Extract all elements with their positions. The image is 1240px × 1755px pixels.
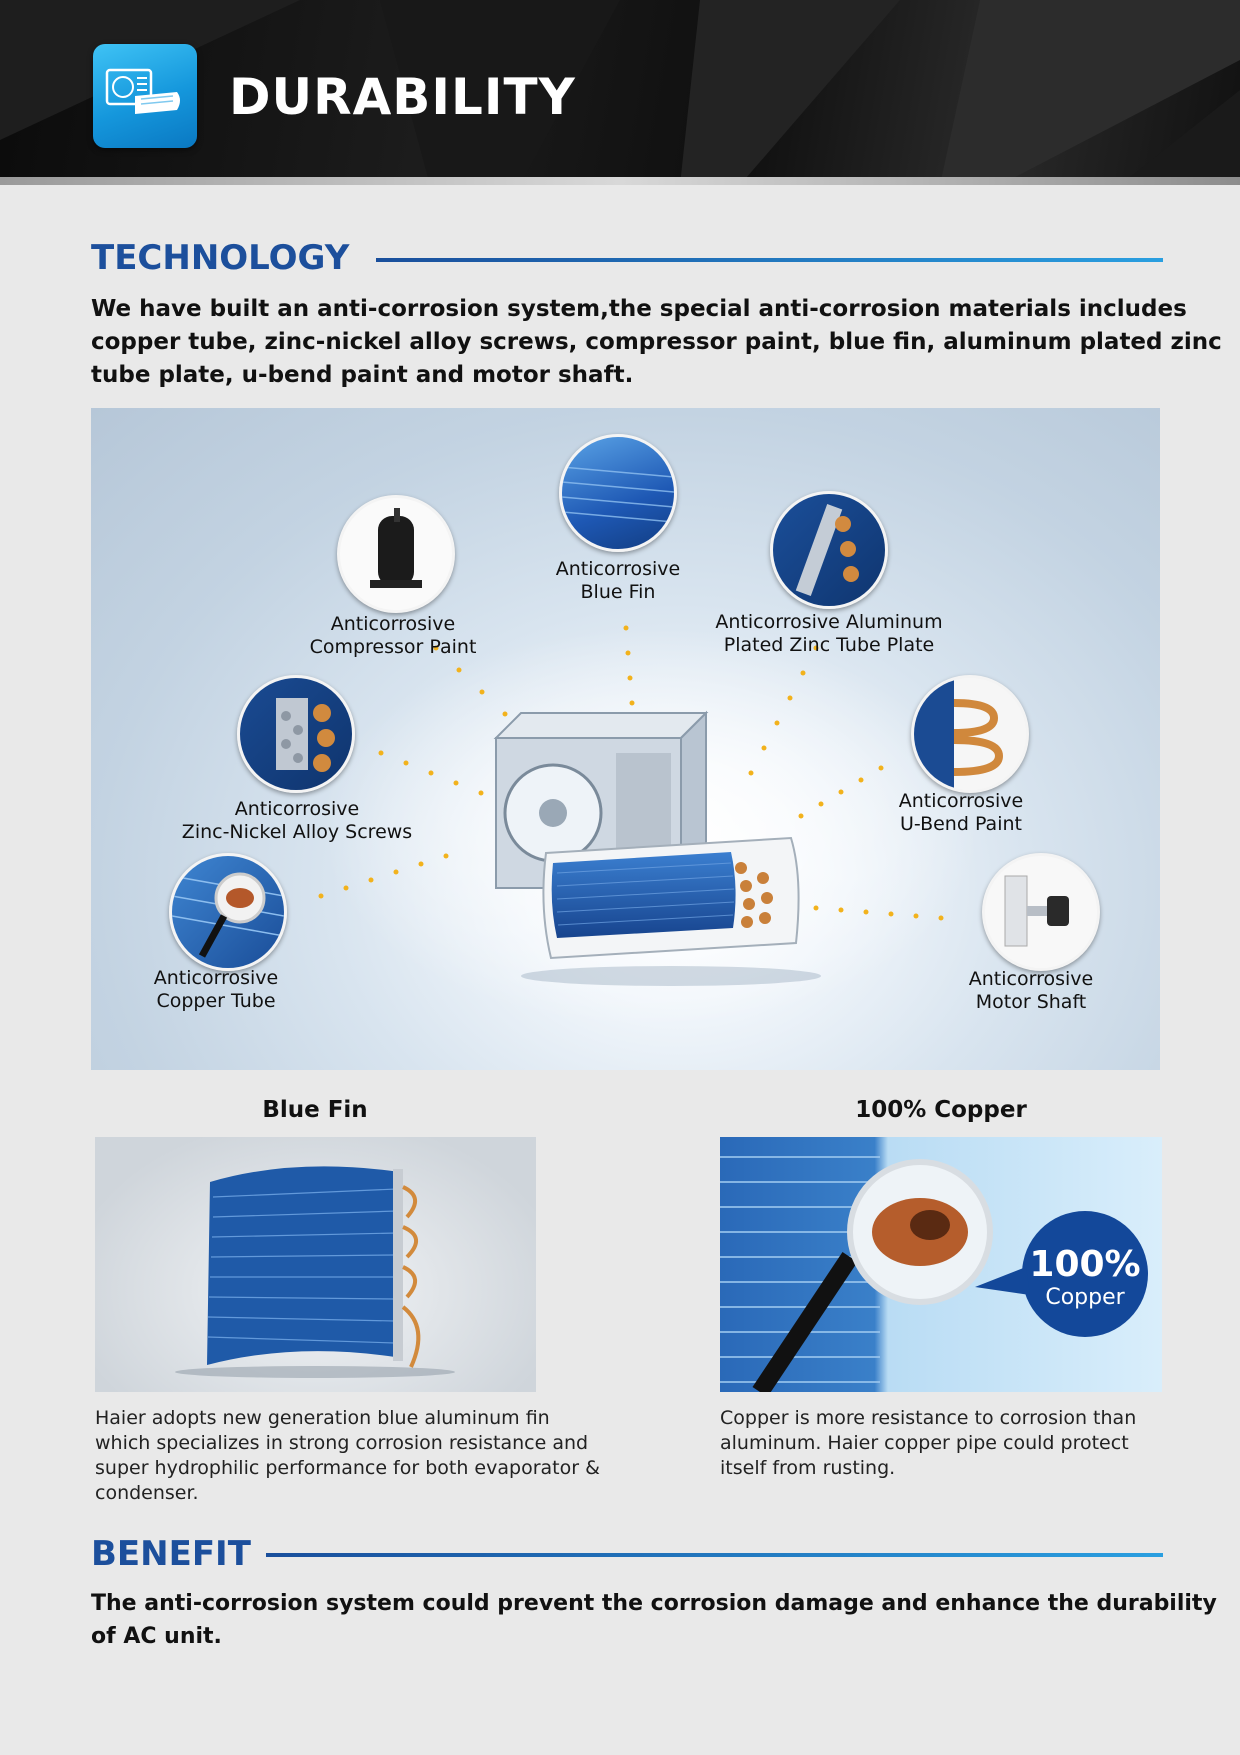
motor-shaft-thumbnail [982, 853, 1100, 971]
technology-line-1: We have built an anti-corrosion system,the special anti-corrosion materials includes [91, 296, 1187, 322]
air-conditioner-icon [93, 44, 197, 148]
benefit-line-2: of AC unit. [91, 1624, 222, 1649]
label-zinc-nickel-screws: Anticorrosive Zinc-Nickel Alloy Screws [181, 798, 413, 843]
blue-fin-desc-3: super hydrophilic performance for both evaporator & [95, 1457, 600, 1479]
copper-badge-label: Copper [1045, 1285, 1125, 1310]
header-strip [0, 177, 1240, 185]
blue-fin-image [95, 1137, 536, 1392]
compressor-thumbnail [337, 495, 455, 613]
blue-fin-desc-4: condenser. [95, 1482, 199, 1504]
blue-fin-desc-1: Haier adopts new generation blue aluminum fin [95, 1407, 550, 1429]
benefit-heading: BENEFIT [91, 1534, 251, 1574]
label-motor-shaft: Anticorrosive Motor Shaft [968, 968, 1094, 1013]
tube-plate-thumbnail [770, 491, 888, 609]
label-u-bend-paint: Anticorrosive U-Bend Paint [898, 790, 1024, 835]
label-blue-fin: Anticorrosive Blue Fin [555, 558, 681, 603]
label-compressor-paint: Anticorrosive Compressor Paint [309, 613, 477, 658]
copper-desc-3: itself from rusting. [720, 1457, 896, 1479]
copper-badge-value: 100% [1029, 1244, 1141, 1285]
header-banner [0, 0, 1240, 185]
technology-divider [376, 258, 1163, 262]
copper-title: 100% Copper [855, 1097, 1027, 1123]
copper-tube-thumbnail [169, 853, 287, 971]
label-tube-plate: Anticorrosive Aluminum Plated Zinc Tube Plate [715, 611, 943, 656]
technology-line-3: tube plate, u-bend paint and motor shaft. [91, 362, 634, 388]
page-title: DURABILITY [229, 68, 576, 126]
copper-desc-1: Copper is more resistance to corrosion than [720, 1407, 1137, 1429]
benefit-divider [266, 1553, 1163, 1557]
blue-fin-desc-2: which specializes in strong corrosion resistance and [95, 1432, 589, 1454]
u-bend-thumbnail [911, 675, 1029, 793]
technology-line-2: copper tube, zinc-nickel alloy screws, compressor paint, blue fin, aluminum plated zinc [91, 329, 1222, 355]
technology-heading: TECHNOLOGY [91, 238, 350, 278]
blue-fin-title: Blue Fin [262, 1097, 368, 1123]
anti-corrosion-diagram [91, 408, 1160, 1070]
screws-thumbnail [237, 675, 355, 793]
label-copper-tube: Anticorrosive Copper Tube [153, 967, 279, 1012]
copper-desc-2: aluminum. Haier copper pipe could protect [720, 1432, 1129, 1454]
copper-image [720, 1137, 1162, 1392]
blue-fin-thumbnail [559, 434, 677, 552]
benefit-line-1: The anti-corrosion system could prevent the corrosion damage and enhance the durability [91, 1591, 1217, 1616]
